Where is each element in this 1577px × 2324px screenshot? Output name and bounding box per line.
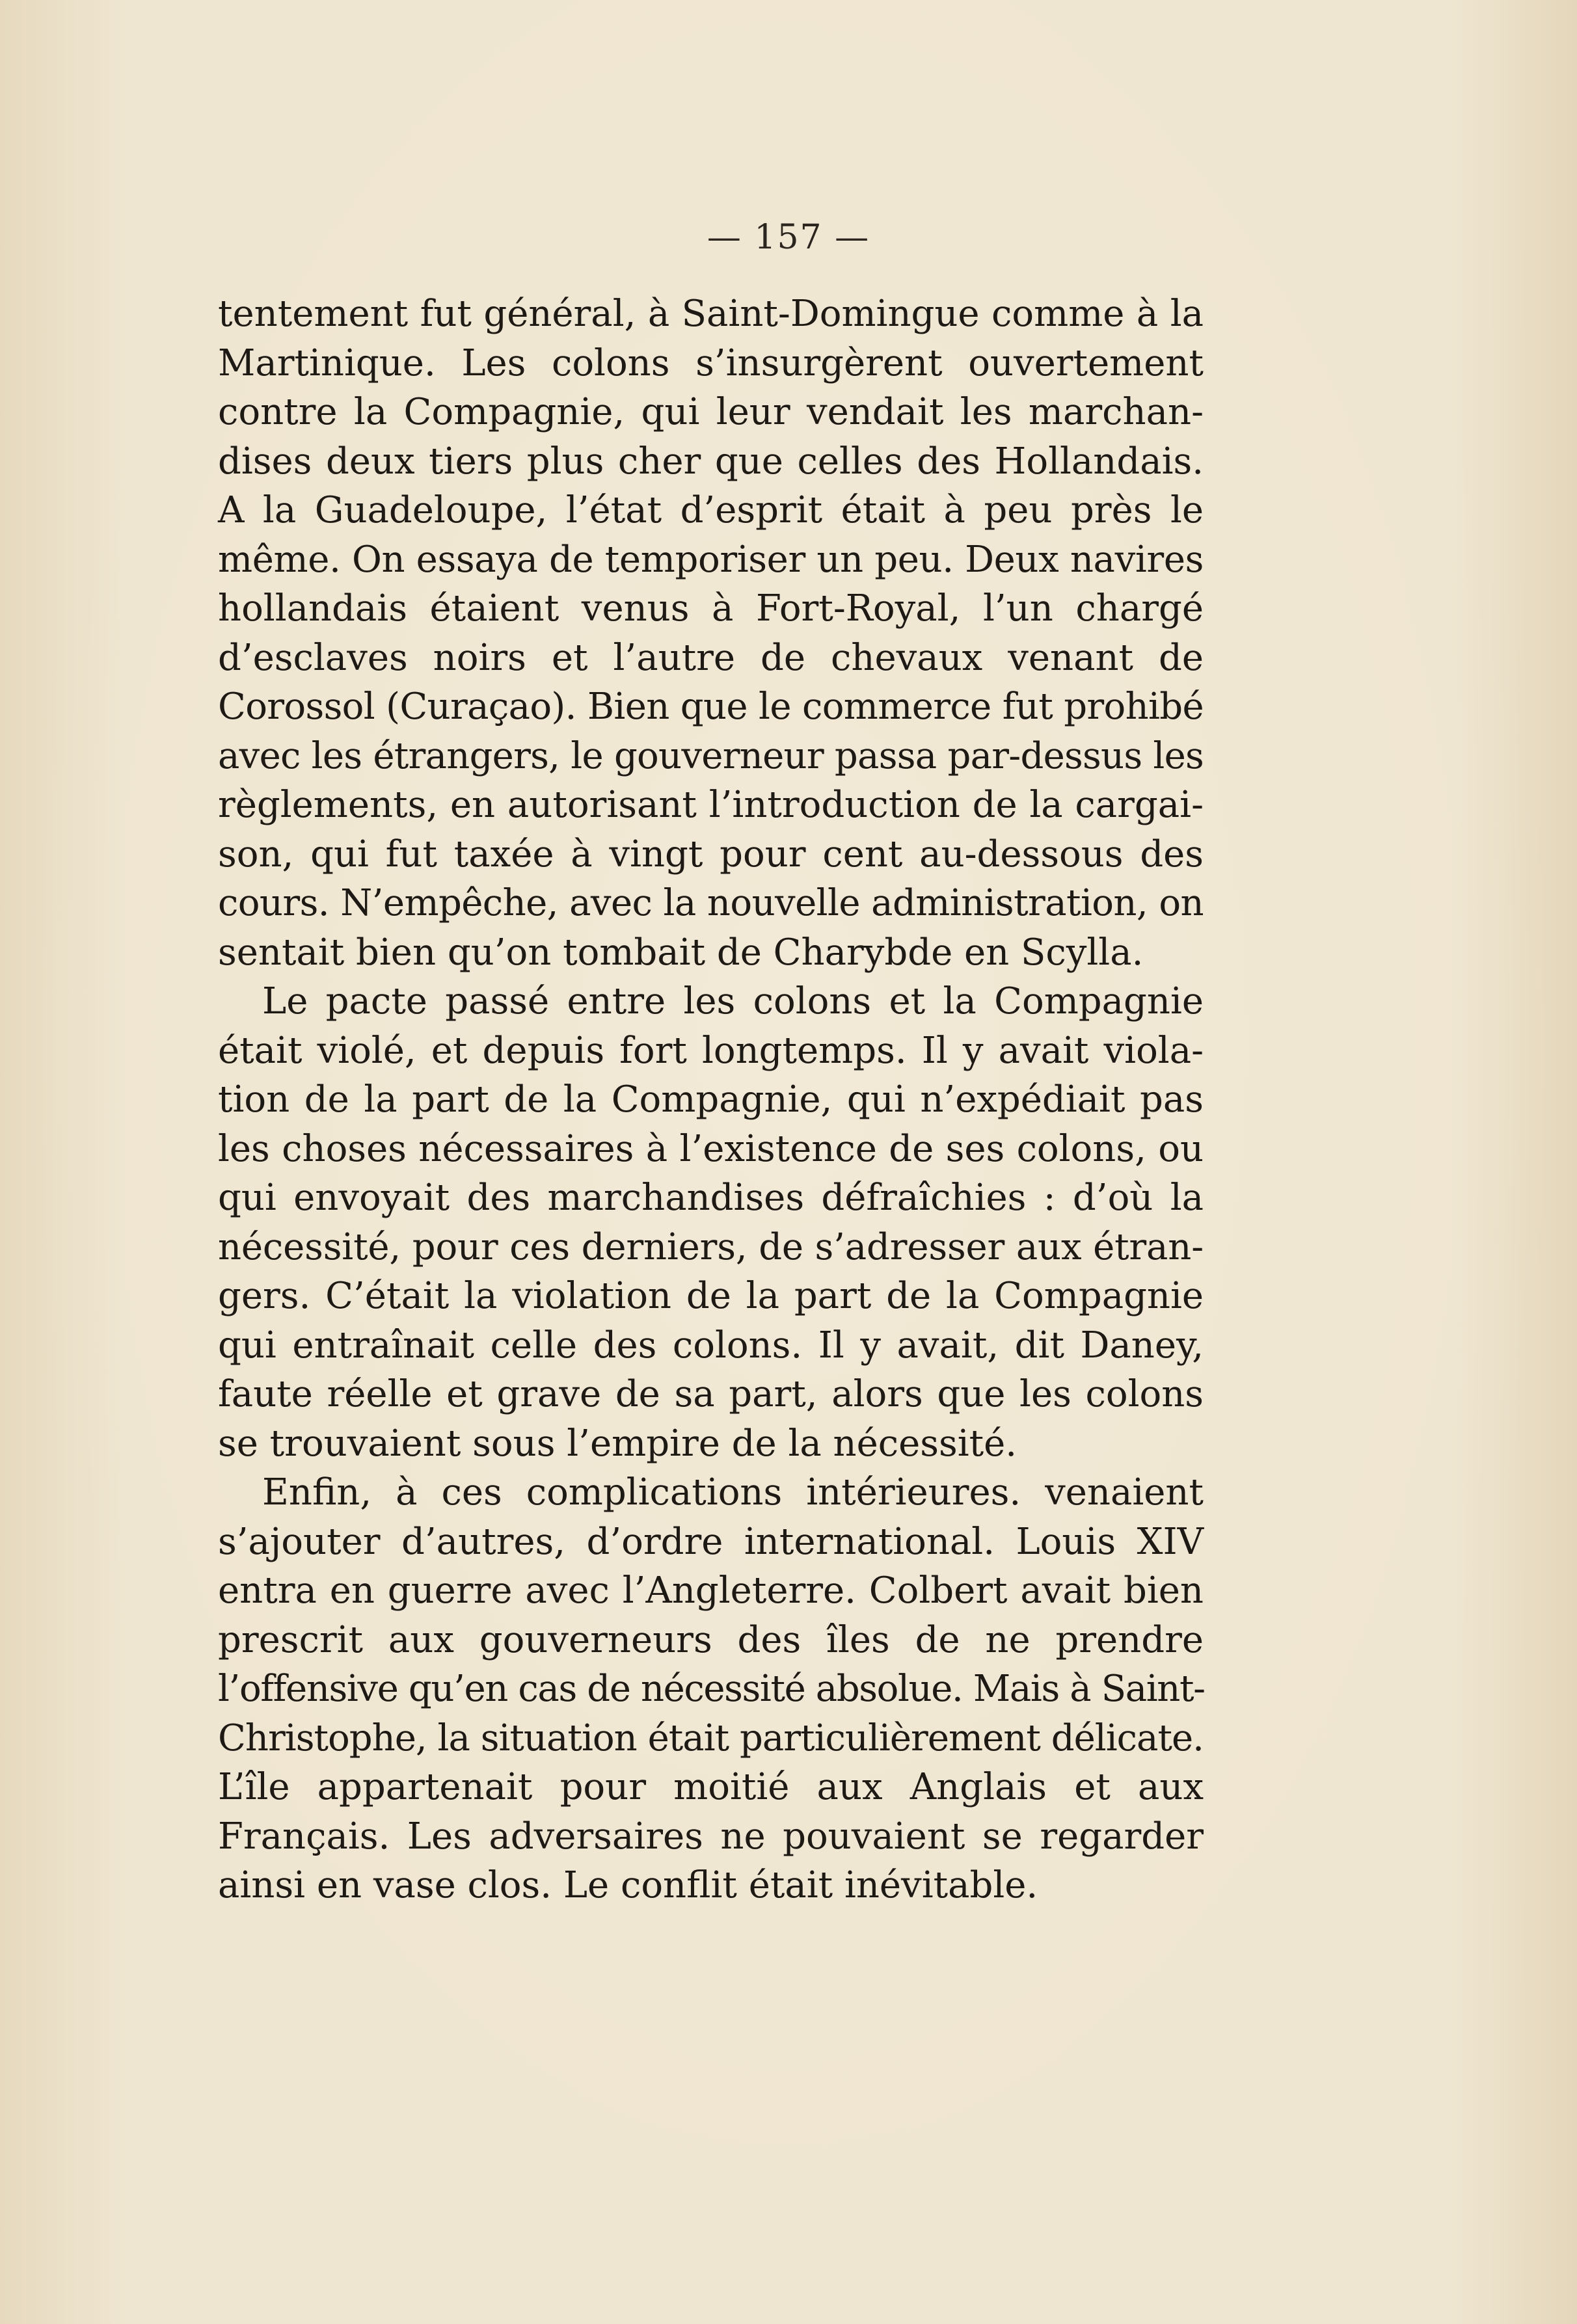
- text-line: Christophe, la situation était particulièrement délicate.: [218, 1716, 1204, 1759]
- text-line: s’ajouter d’autres, d’ordre international. Louis XIV: [218, 1520, 1204, 1563]
- text-line: qui entraînait celle des colons. Il y avait, dit Daney,: [218, 1324, 1204, 1367]
- text-line: ainsi en vase clos. Le conflit était inévitable.: [218, 1864, 1038, 1906]
- text-line: gers. C’était la violation de la part de la Compagnie: [218, 1275, 1204, 1317]
- text-line: avec les étrangers, le gouverneur passa par-dessus les: [218, 734, 1204, 777]
- paragraph-2: [218, 977, 1204, 1468]
- text-line: Français. Les adversaires ne pouvaient se regarder: [218, 1815, 1204, 1858]
- text-line: entra en guerre avec l’Angleterre. Colbert avait bien: [218, 1569, 1204, 1612]
- page-number: — 157 —: [707, 218, 870, 257]
- text-line: L’île appartenait pour moitié aux Anglais et aux: [218, 1766, 1204, 1808]
- text-line: dises deux tiers plus cher que celles des Hollandais.: [218, 440, 1204, 483]
- text-line: faute réelle et grave de sa part, alors que les colons: [218, 1373, 1204, 1415]
- text-line: l’offensive qu’en cas de nécessité absolue. Mais à Saint-: [218, 1668, 1205, 1710]
- text-line: son, qui fut taxée à vingt pour cent au-dessous des: [218, 833, 1204, 875]
- text-line: cours. N’empêche, avec la nouvelle administration, on: [218, 882, 1204, 924]
- text-line: Le pacte passé entre les colons et la Compagnie: [262, 980, 1204, 1022]
- text-line: A la Guadeloupe, l’état d’esprit était à peu près le: [218, 489, 1204, 531]
- body-text: [218, 289, 1204, 1910]
- text-line: hollandais étaient venus à Fort-Royal, l’un chargé: [218, 587, 1204, 630]
- text-line: règlements, en autorisant l’introduction de la cargai-: [218, 784, 1204, 826]
- text-line: qui envoyait des marchandises défraîchies : d’où la: [218, 1177, 1204, 1219]
- text-line: d’esclaves noirs et l’autre de chevaux venant de: [218, 636, 1204, 679]
- text-line: Corossol (Curaçao). Bien que le commerce fut prohibé: [218, 686, 1204, 728]
- text-line: était violé, et depuis fort longtemps. Il y avait viola-: [218, 1029, 1204, 1072]
- text-line: prescrit aux gouverneurs des îles de ne prendre: [218, 1618, 1204, 1661]
- text-line: contre la Compagnie, qui leur vendait les marchan-: [218, 391, 1204, 433]
- text-line: même. On essaya de temporiser un peu. Deux navires: [218, 538, 1204, 581]
- text-line: se trouvaient sous l’empire de la nécessité.: [218, 1422, 1018, 1465]
- paragraph-1: [218, 289, 1204, 977]
- text-line: Enfin, à ces complications intérieures. venaient: [262, 1471, 1204, 1514]
- text-line: Martinique. Les colons s’insurgèrent ouvertement: [218, 341, 1204, 384]
- text-line: tion de la part de la Compagnie, qui n’expédiait pas: [218, 1078, 1204, 1121]
- paragraph-3: [218, 1468, 1204, 1910]
- text-line: sentait bien qu’on tombait de Charybde en Scylla.: [218, 931, 1144, 974]
- text-line: les choses nécessaires à l’existence de ses colons, ou: [218, 1127, 1204, 1170]
- text-line: nécessité, pour ces derniers, de s’adresser aux étran-: [218, 1225, 1204, 1268]
- text-line: tentement fut général, à Saint-Domingue comme à la: [218, 293, 1204, 335]
